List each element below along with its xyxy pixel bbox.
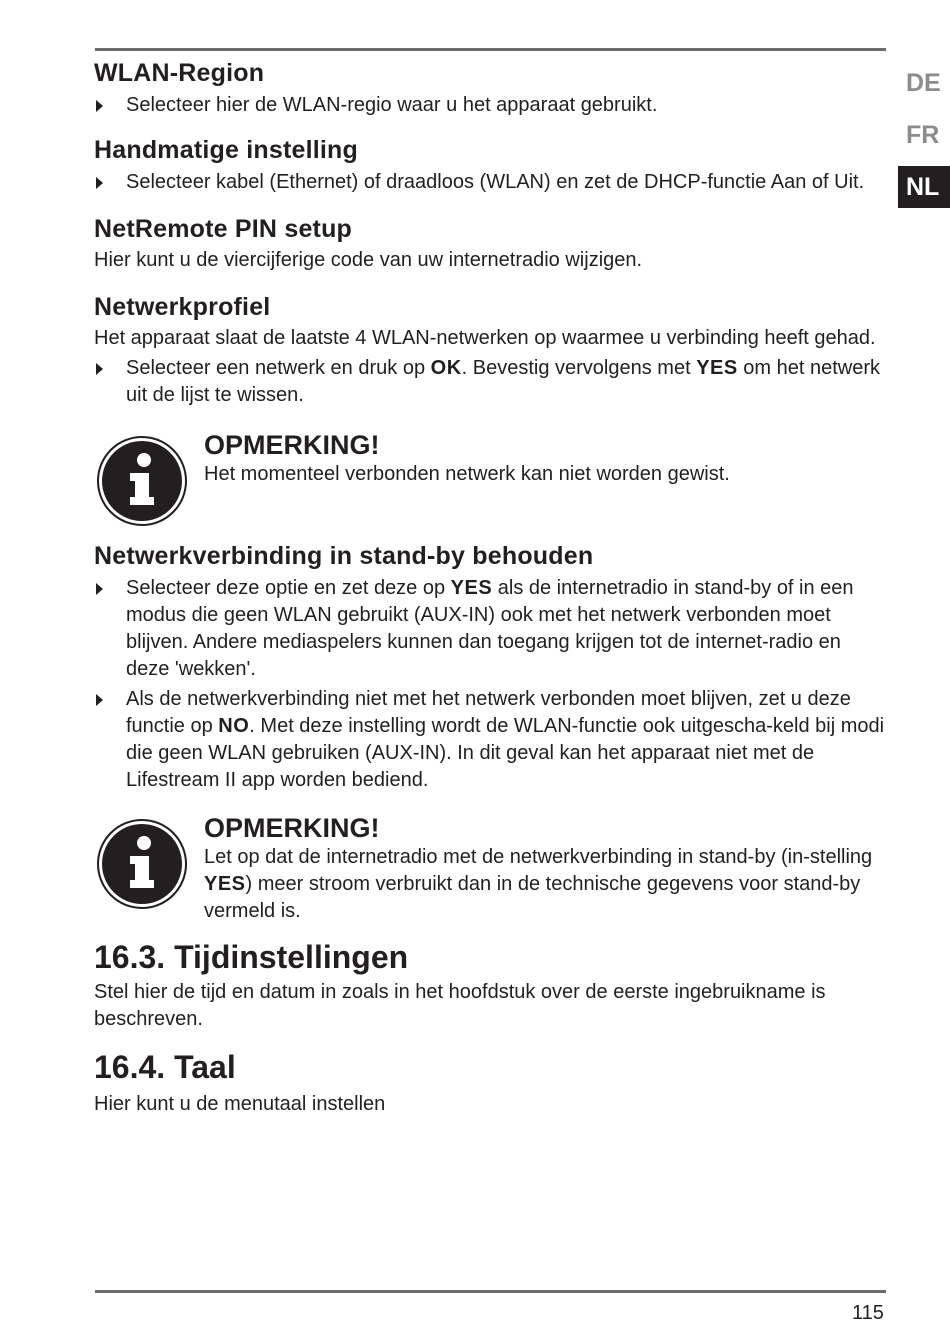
keyword-yes: YES <box>696 357 738 379</box>
keyword-ok: OK <box>430 357 462 379</box>
lang-tab-fr[interactable]: FR <box>906 121 940 149</box>
info-icon <box>96 818 188 910</box>
list-item: Selecteer hier de WLAN-regio waar u het apparaat gebruikt. <box>94 92 886 119</box>
note-box <box>94 812 886 925</box>
lang-tab-de[interactable]: DE <box>906 69 941 97</box>
lang-tab-nl[interactable]: NL <box>898 166 950 208</box>
list-item: Selecteer kabel (Ethernet) of draadloos (WLAN) en zet de DHCP-functie Aan of Uit. <box>94 169 886 196</box>
bullet-arrow-icon <box>96 177 103 189</box>
heading-time-settings: 16.3. Tijdinstellingen <box>94 939 409 975</box>
heading-wlan-region: WLAN-Region <box>94 59 265 87</box>
paragraph: Het apparaat slaat de laatste 4 WLAN-netwerken op waarmee u verbinding heeft gehad. <box>94 327 876 349</box>
note-box <box>94 429 886 525</box>
list-item: Selecteer deze optie en zet deze op YES als de internetradio in stand-by of in een modus die geen WLAN gebruikt (AUX-IN) ook met het netwerk verbonden moet blijven. Andere mediaspelers kunnen dan toegang krijgen tot de internet-radio en deze 'wekken'. <box>94 575 886 683</box>
paragraph: Stel hier de tijd en datum in zoals in het hoofdstuk over de eerste ingebruikname is beschreven. <box>94 981 826 1030</box>
page-content <box>94 56 886 1118</box>
bottom-rule <box>95 1290 886 1293</box>
note-title: OPMERKING! <box>204 813 380 843</box>
list-item: Selecteer een netwerk en druk op OK. Bevestig vervolgens met YES om het netwerk uit de lijst te wissen. <box>94 355 886 409</box>
heading-netremote: NetRemote PIN setup <box>94 215 353 243</box>
heading-manual: Handmatige instelling <box>94 136 358 164</box>
info-icon <box>96 435 188 527</box>
keyword-yes: YES <box>204 873 246 895</box>
bullet-arrow-icon <box>96 100 103 112</box>
note-text: Het momenteel verbonden netwerk kan niet worden gewist. <box>204 463 730 485</box>
keyword-yes: YES <box>450 577 493 599</box>
paragraph: Hier kunt u de viercijferige code van uw internetradio wijzigen. <box>94 249 643 271</box>
bullet-arrow-icon <box>96 583 103 595</box>
heading-standby: Netwerkverbinding in stand-by behouden <box>94 542 594 570</box>
paragraph: Hier kunt u de menutaal instellen <box>94 1093 386 1115</box>
bullet-arrow-icon <box>96 363 103 375</box>
keyword-no: NO <box>218 715 250 737</box>
top-rule <box>95 48 886 51</box>
heading-language: 16.4. Taal <box>94 1049 236 1085</box>
page-number: 115 <box>852 1302 884 1324</box>
list-item: Als de netwerkverbinding niet met het netwerk verbonden moet blijven, zet u deze functie op NO. Met deze instelling wordt de WLAN-functie ook uitgescha-keld bij modi die geen WLAN gebruiken (AUX-IN). In dit geval kan het apparaat niet met de Lifestream II app worden bediend. <box>94 686 886 794</box>
heading-profile: Netwerkprofiel <box>94 293 271 321</box>
note-text: Let op dat de internetradio met de netwerkverbinding in stand-by (in-stelling YES) meer stroom verbruikt dan in de technische gegevens voor stand-by vermeld is. <box>204 846 873 922</box>
bullet-arrow-icon <box>96 694 103 706</box>
note-title: OPMERKING! <box>204 430 380 460</box>
